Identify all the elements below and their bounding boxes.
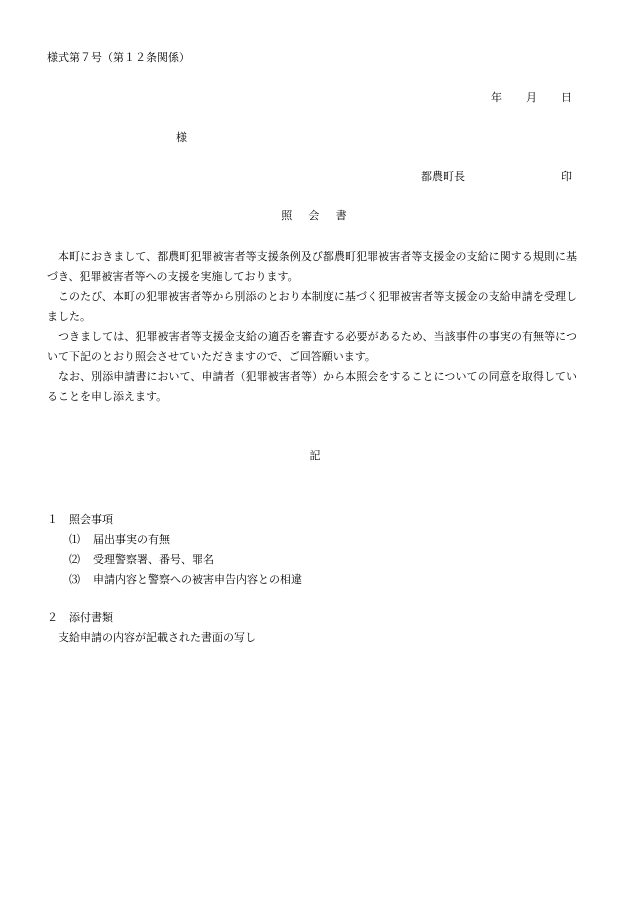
section-number: ２	[47, 611, 58, 624]
item-mark: ⑵	[69, 553, 80, 566]
title-char: 会	[308, 209, 322, 222]
list-item	[47, 530, 302, 550]
date-month-label: 月	[526, 91, 537, 104]
section-number: １	[47, 513, 58, 526]
body-paragraph: なお、別添申請書において、申請者（犯罪被害者等）から本照会をすることについての同意を取得していることを申し添えます。	[47, 370, 577, 403]
item-text: 届出事実の有無	[93, 533, 170, 546]
seal-mark: 印	[561, 170, 572, 183]
item-mark: ⑴	[69, 533, 80, 546]
date-line	[491, 92, 572, 103]
title-char: 書	[335, 209, 349, 222]
document-title	[0, 210, 630, 221]
list-item	[47, 550, 302, 570]
attachment-line: 支給申請の内容が記載された書面の写し	[58, 631, 256, 644]
section-title: 添付書類	[69, 611, 113, 624]
section-title: 照会事項	[69, 513, 113, 526]
body-paragraph: つきましては、犯罪被害者等支援金支給の適否を審査する必要があるため、当該事件の事実の有無等について下記のとおり照会させていただきますので、ご回答願います。	[47, 330, 577, 363]
item-mark: ⑶	[69, 573, 80, 586]
date-year-label: 年	[491, 91, 502, 104]
title-char: 照	[281, 209, 295, 222]
date-day-label: 日	[561, 91, 572, 104]
sender-line	[421, 171, 572, 182]
body-text	[47, 247, 577, 407]
body-paragraph: このたび、本町の犯罪被害者等から別添のとおり本制度に基づく犯罪被害者等支援金の支給申請を受理しました。	[47, 290, 577, 323]
list-item	[47, 570, 302, 590]
section-inquiry-items	[47, 510, 302, 590]
section-heading	[47, 608, 256, 628]
form-number: 様式第７号（第１２条関係）	[47, 51, 190, 64]
item-text: 受理警察署、番号、罪名	[93, 553, 214, 566]
addressee-suffix: 様	[176, 131, 187, 144]
ki-heading: 記	[309, 449, 321, 462]
section-heading	[47, 510, 302, 530]
item-text: 申請内容と警察への被害申告内容との相違	[93, 573, 302, 586]
sender-name: 都農町長	[421, 170, 465, 183]
section-attachments	[47, 608, 256, 648]
body-paragraph: 本町におきまして、都農町犯罪被害者等支援条例及び都農町犯罪被害者等支援金の支給に関する規則に基づき、犯罪被害者等への支援を実施しております。	[47, 250, 577, 283]
